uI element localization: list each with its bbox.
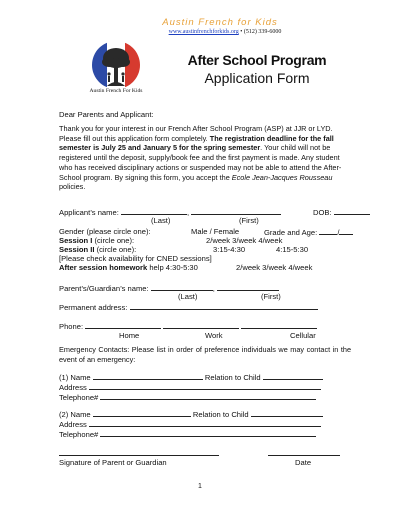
signature-label: Signature of Parent or Guardian <box>59 458 167 467</box>
contact1-relation-field[interactable] <box>263 372 323 380</box>
cell-phone-field[interactable] <box>241 321 317 329</box>
intro-text: Thank you for your interest in our French After School Program (ASP) at JJR or LYD. Please fill out this application form completely. <box>59 124 333 143</box>
guardian-first-name-field[interactable] <box>217 283 279 291</box>
date-line[interactable] <box>268 455 340 456</box>
intro-paragraph <box>59 124 351 192</box>
page-title: After School Program <box>187 52 327 68</box>
contact1-telephone-row <box>59 392 316 403</box>
contact1-relation-label: Relation to Child <box>204 373 261 382</box>
applicant-name-label: Applicant’s name: <box>59 208 119 217</box>
work-phone-field[interactable] <box>163 321 239 329</box>
contact2-address-row <box>59 419 321 430</box>
signature-line[interactable] <box>59 455 219 456</box>
cellular-caption: Cellular <box>290 331 316 340</box>
gender-options[interactable]: Male / Female <box>191 227 240 236</box>
phone-row <box>59 321 317 332</box>
homework-row <box>59 263 198 273</box>
applicant-last-name-field[interactable] <box>121 207 190 217</box>
homework-time: help 4:30-5:30 <box>149 263 198 272</box>
permanent-address-label: Permanent address: <box>59 303 128 312</box>
org-name: Austin French for Kids <box>162 17 278 28</box>
session1-options[interactable]: 2/week 3/week 4/week <box>206 236 283 245</box>
contact2-telephone-label: Telephone# <box>59 430 99 439</box>
guardian-name-comma: , <box>212 284 215 293</box>
contact2-name-label: (2) Name <box>59 410 91 419</box>
guardian-name-row <box>59 283 279 294</box>
session2-time-2[interactable]: 4:15-5:30 <box>276 245 309 254</box>
dob-row <box>313 207 370 218</box>
cned-note: [Please check availability for CNED sessions] <box>59 254 212 263</box>
permanent-address-field[interactable] <box>130 302 318 310</box>
guardian-last-caption: (Last) <box>178 292 198 301</box>
session1-hint: (circle one): <box>94 236 135 245</box>
home-phone-field[interactable] <box>85 321 161 329</box>
guardian-name-label: Parent’s/Guardian’s name: <box>59 284 149 293</box>
contact2-name-row <box>59 409 323 420</box>
date-label: Date <box>295 458 312 467</box>
deadline-text: The registration deadline for the fall semester is July 25 and January 5 for the spring semester <box>59 133 334 153</box>
contact1-name-field[interactable] <box>93 372 203 380</box>
session1-label: Session I <box>59 236 93 245</box>
intro-rest-text: . Your child will not be registered until the deposit, supply/book fee and the first payment is made. Any student who has received disciplinary actions or suspended may not be able to attend the After-School program. By signing this form, you accept the <box>59 143 342 182</box>
gender-label: Gender (please circle one): <box>59 227 151 236</box>
grade-label: Grade and Age: <box>264 228 318 237</box>
contact1-address-row <box>59 382 321 393</box>
grade-field[interactable] <box>319 227 340 237</box>
permanent-address-row <box>59 302 318 313</box>
applicant-last-caption: (Last) <box>151 216 171 225</box>
session2-label: Session II <box>59 245 95 254</box>
separator-dot: • <box>240 29 243 35</box>
session2-time-1[interactable]: 3:15-4:30 <box>213 245 246 254</box>
applicant-first-caption: (First) <box>239 216 259 225</box>
age-field[interactable] <box>339 227 353 235</box>
contact1-address-label: Address <box>59 383 87 392</box>
contact2-telephone-row <box>59 429 316 440</box>
grade-sep: / <box>337 228 340 237</box>
contact1-address-field[interactable] <box>89 382 321 390</box>
contact2-address-label: Address <box>59 420 87 429</box>
logo-caption: Austin French For Kids <box>89 88 143 94</box>
contact-line <box>140 29 310 35</box>
dob-label: DOB: <box>313 208 332 217</box>
organization-logo <box>87 38 145 100</box>
contact2-relation-field[interactable] <box>251 409 323 417</box>
contact2-name-field[interactable] <box>93 409 191 417</box>
phone-number: (512) 339-6000 <box>243 29 282 35</box>
applicant-first-name-field[interactable] <box>191 207 281 215</box>
name-comma: , <box>186 208 190 217</box>
contact2-relation-label: Relation to Child <box>192 410 249 419</box>
contact2-address-field[interactable] <box>89 419 321 427</box>
session2-hint: (circle one): <box>96 245 137 254</box>
page-number: 1 <box>198 483 202 490</box>
policy-tail: policies. <box>59 182 86 192</box>
homework-options[interactable]: 2/week 3/week 4/week <box>236 263 313 272</box>
emergency-intro: Emergency Contacts: Please list in order of preference individuals we may contact in the event of an emergency: <box>59 345 351 364</box>
contact2-telephone-field[interactable] <box>100 429 316 437</box>
salutation: Dear Parents and Applicant: <box>59 110 154 119</box>
page-subtitle: Application Form <box>204 70 310 86</box>
phone-label: Phone: <box>59 322 84 331</box>
guardian-last-name-field[interactable] <box>151 283 213 291</box>
home-caption: Home <box>119 331 140 340</box>
contact1-telephone-field[interactable] <box>100 392 316 400</box>
guardian-first-caption: (First) <box>261 292 281 301</box>
contact1-name-row <box>59 372 323 383</box>
contact1-name-label: (1) Name <box>59 373 91 382</box>
website-link[interactable]: www.austinfrenchforkids.org <box>168 29 239 35</box>
homework-label: After session homework <box>59 263 148 272</box>
dob-field[interactable] <box>334 207 370 215</box>
work-caption: Work <box>205 331 223 340</box>
policy-name: Ecole Jean-Jacques Rousseau <box>231 172 333 182</box>
contact1-telephone-label: Telephone# <box>59 393 99 402</box>
